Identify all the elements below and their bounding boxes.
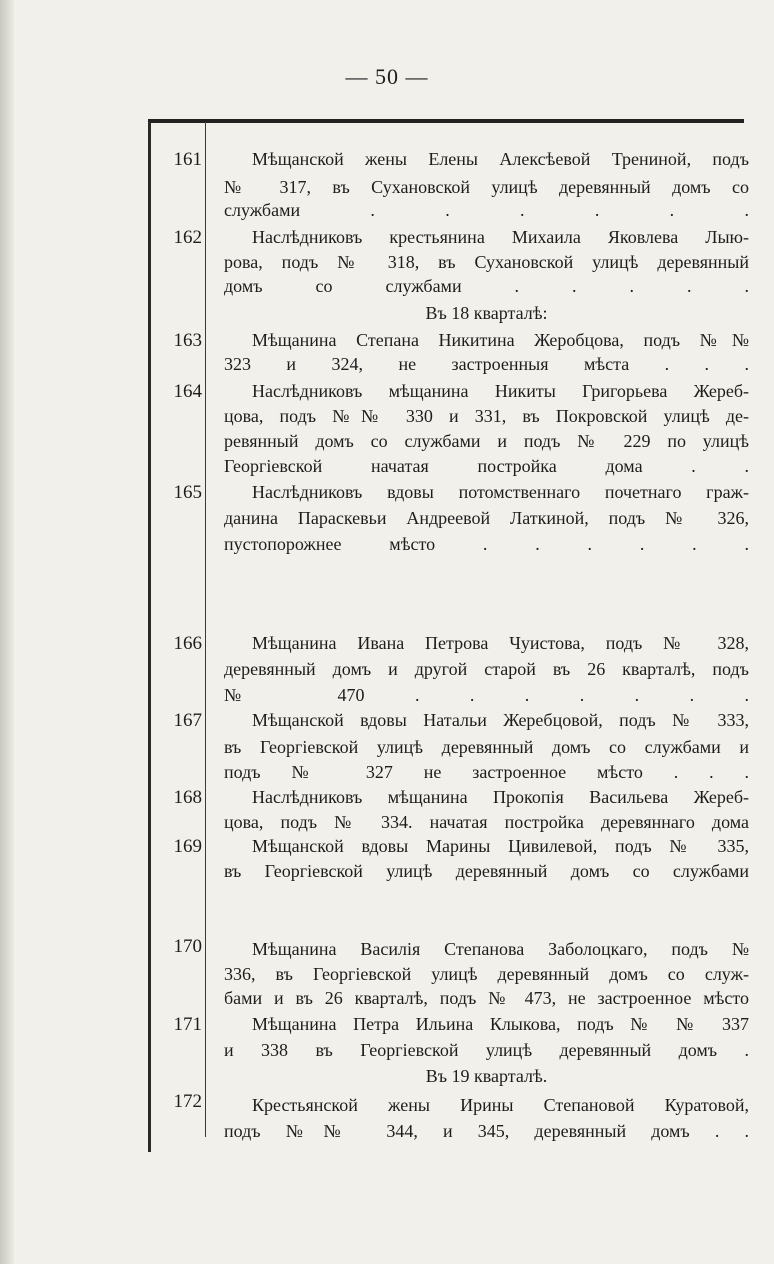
entry-line: Мѣщанина Ивана Петрова Чуистова, подъ № 328,	[252, 633, 749, 653]
entry-line: Мѣщанина Петра Ильина Клыкова, подъ № № 337	[252, 1014, 749, 1034]
entry-number: 166	[173, 633, 202, 654]
entry-line: и 338 въ Георгіевской улицѣ деревянный домъ .	[224, 1040, 749, 1060]
entry-number: 164	[173, 381, 202, 402]
entry-line: Мѣщанской жены Елены Алексѣевой Трениной, подъ	[252, 149, 749, 169]
entry-number: 162	[173, 227, 202, 248]
entry-line: № 470 . . . . . . .	[224, 685, 749, 705]
page-number: — 50 —	[345, 64, 429, 89]
entry-line: рова, подъ № 318, въ Сухановской улицѣ деревянный	[224, 252, 749, 272]
entry-line: Мѣщанской вдовы Натальи Жеребцовой, подъ № 333,	[252, 710, 749, 730]
entry-number: 167	[173, 710, 202, 731]
entry-line: службами . . . . . .	[224, 200, 749, 220]
entry-line: деревянный домъ и другой старой въ 26 кварталѣ, подъ	[224, 659, 749, 679]
entry-number: 163	[173, 330, 202, 351]
entry-line: подъ №№ 344, и 345, деревянный домъ . .	[224, 1121, 749, 1141]
entry-number: 170	[173, 936, 202, 957]
entry-line: Крестьянской жены Ирины Степановой Куратовой,	[252, 1095, 749, 1115]
entry-number: 165	[173, 482, 202, 503]
entry-line: Наслѣдниковъ крестьянина Михаила Яковлева Лыю-	[252, 227, 749, 247]
entry-line: подъ № 327 не застроенное мѣсто . . .	[224, 762, 749, 782]
entry-line: въ Георгіевской улицѣ деревянный домъ со службами и	[224, 737, 749, 757]
entry-line: 323 и 324, не застроенныя мѣста . . .	[224, 354, 749, 374]
entry-line: Георгіевской начатая постройка дома . .	[224, 456, 749, 476]
quarter-heading: Въ 18 кварталѣ:	[425, 303, 548, 323]
entry-line: Наслѣдниковъ мѣщанина Никиты Григорьева Жереб-	[252, 381, 749, 401]
entry-line: Мѣщанина Василія Степанова Заболоцкаго, подъ №	[252, 939, 749, 959]
entry-line: домъ со службами . . . . .	[224, 276, 749, 296]
entry-number: 172	[173, 1091, 202, 1112]
entry-line: Наслѣдниковъ мѣщанина Прокопія Васильева Жереб-	[252, 787, 749, 807]
entry-line: цова, подъ №№ 330 и 331, въ Покровской улицѣ де-	[224, 406, 749, 426]
entry-line: бами и въ 26 кварталѣ, подъ № 473, не застроенное мѣсто	[224, 988, 749, 1008]
entry-line: цова, подъ № 334. начатая постройка деревяннаго дома	[224, 812, 749, 832]
entry-line: 336, въ Георгіевской улицѣ деревянный домъ со служ-	[224, 964, 749, 984]
entry-line: № 317, въ Сухановской улицѣ деревянный домъ со	[224, 177, 749, 197]
entry-line: Мѣщанина Степана Никитина Жеробцова, подъ №№	[252, 330, 749, 350]
entry-number: 169	[173, 836, 202, 857]
entry-number: 161	[173, 149, 202, 170]
entry-number: 168	[173, 787, 202, 808]
entry-line: пустопорожнее мѣсто . . . . . .	[224, 534, 749, 554]
entry-line: въ Георгіевской улицѣ деревянный домъ со службами	[224, 861, 749, 881]
entry-line: Наслѣдниковъ вдовы потомственнаго почетнаго граж-	[252, 482, 749, 502]
quarter-heading: Въ 19 кварталѣ.	[425, 1066, 548, 1086]
entry-line: ревянный домъ со службами и подъ № 229 по улицѣ	[224, 431, 749, 451]
entry-number: 171	[173, 1014, 202, 1035]
entry-line: данина Параскевьи Андреевой Латкиной, подъ № 326,	[224, 508, 749, 528]
entry-line: Мѣщанской вдовы Марины Цивилевой, подъ № 335,	[252, 836, 749, 856]
